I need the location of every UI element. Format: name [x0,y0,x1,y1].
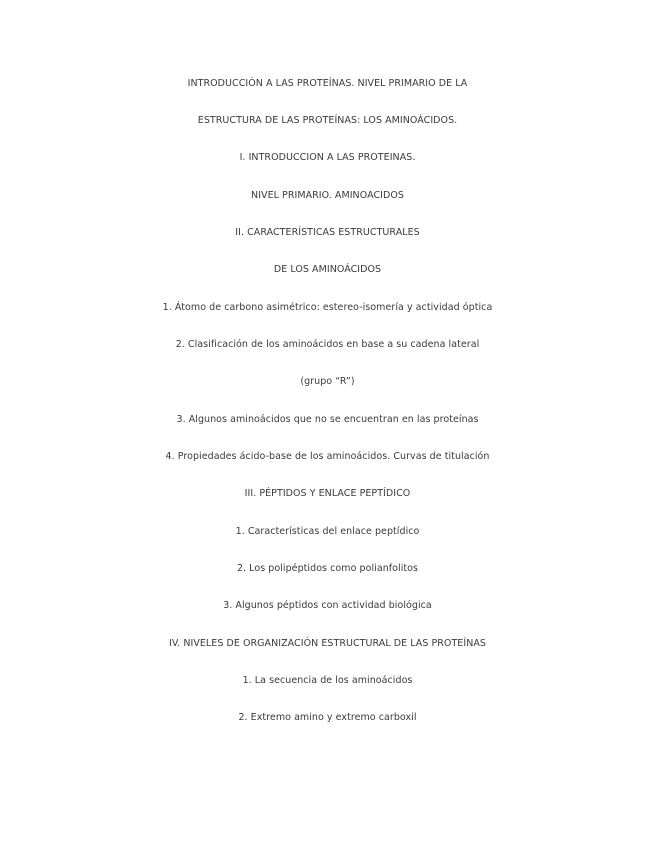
section-heading-1: I. INTRODUCCION A LAS PROTEINAS. [239,152,416,163]
section-subheading-1: NIVEL PRIMARIO. AMINOACIDOS [251,190,404,201]
list-item: 2. Extremo amino y extremo carboxil [238,712,417,723]
section-heading-4: IV. NIVELES DE ORGANIZACIÓN ESTRUCTURAL DE LAS PROTEÍNAS [169,638,486,649]
section-heading-2-cont: DE LOS AMINOÁCIDOS [273,264,382,275]
list-item: 3. Algunos péptidos con actividad biológica [223,600,432,611]
list-item: 1. Características del enlace peptídico [235,526,420,537]
title-line-2: ESTRUCTURA DE LAS PROTEÍNAS: LOS AMINOÁCIDOS. [197,115,458,126]
title-line-1: INTRODUCCIÓN A LAS PROTEÍNAS. NIVEL PRIMARIO DE LA [187,78,468,89]
section-heading-3: III. PÉPTIDOS Y ENLACE PEPTÍDICO [244,488,411,499]
list-item: 1. Átomo de carbono asimétrico: estereo-isomería y actividad óptica [162,302,493,313]
list-item: 1. La secuencia de los aminoácidos [242,675,413,686]
list-item-cont: (grupo “R”) [300,376,355,387]
list-item: 3. Algunos aminoácidos que no se encuentran en las proteínas [176,414,479,425]
section-heading-2: II. CARACTERÍSTICAS ESTRUCTURALES [235,227,420,238]
list-item: 2. Clasificación de los aminoácidos en base a su cadena lateral [175,339,480,350]
list-item: 2. Los polipéptidos como polianfolitos [236,563,419,574]
list-item: 4. Propiedades ácido-base de los aminoácidos. Curvas de titulación [165,451,490,462]
